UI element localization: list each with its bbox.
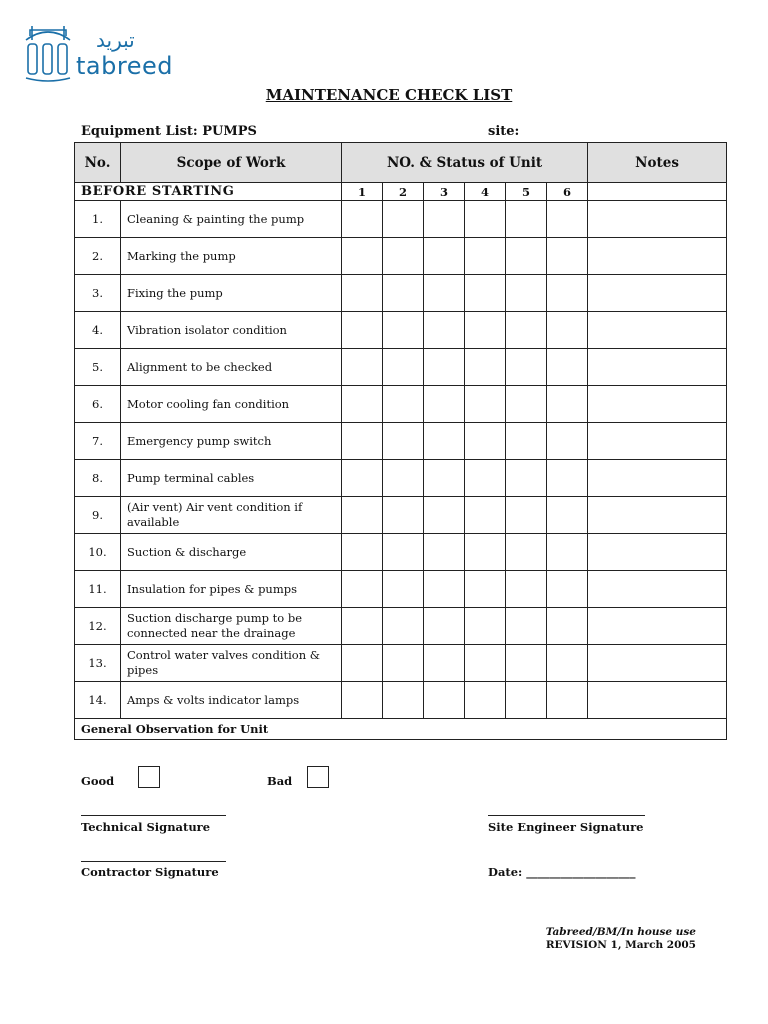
unit-status-cell[interactable] <box>547 682 588 719</box>
unit-status-cell[interactable] <box>547 608 588 645</box>
table-row <box>75 497 727 534</box>
notes-cell[interactable] <box>588 275 727 312</box>
bad-label: Bad <box>267 774 293 788</box>
row-number: 12. <box>75 608 121 645</box>
unit-status-cell[interactable] <box>424 682 465 719</box>
table-row <box>75 534 727 571</box>
table-row <box>75 460 727 497</box>
unit-status-cell[interactable] <box>342 645 383 682</box>
unit-status-cell[interactable] <box>506 608 547 645</box>
unit-status-cell[interactable] <box>465 386 506 423</box>
page-title: MAINTENANCE CHECK LIST <box>265 86 513 104</box>
notes-blank <box>588 183 727 201</box>
technical-signature-label: Technical Signature <box>81 820 211 834</box>
table-header-row <box>75 143 727 183</box>
unit-number: 3 <box>424 183 465 201</box>
unit-status-cell[interactable] <box>465 275 506 312</box>
row-number: 5. <box>75 349 121 386</box>
unit-number: 2 <box>383 183 424 201</box>
notes-cell[interactable] <box>588 497 727 534</box>
checklist-table <box>74 142 727 740</box>
unit-status-cell[interactable] <box>465 349 506 386</box>
site-engineer-signature-label: Site Engineer Signature <box>488 820 644 834</box>
table-row <box>75 312 727 349</box>
good-checkbox[interactable] <box>138 766 160 788</box>
row-scope: Control water valves condition & pipes <box>121 645 342 682</box>
unit-status-cell[interactable] <box>424 201 465 238</box>
row-scope: Fixing the pump <box>121 275 342 312</box>
unit-status-cell[interactable] <box>506 460 547 497</box>
section-row <box>75 183 727 201</box>
unit-status-cell[interactable] <box>547 312 588 349</box>
unit-number: 6 <box>547 183 588 201</box>
unit-status-cell[interactable] <box>383 201 424 238</box>
row-number: 1. <box>75 201 121 238</box>
contractor-signature-label: Contractor Signature <box>81 865 219 879</box>
unit-status-cell[interactable] <box>383 682 424 719</box>
notes-cell[interactable] <box>588 645 727 682</box>
contractor-signature-line <box>81 861 226 862</box>
table-row <box>75 571 727 608</box>
site-engineer-signature-line <box>488 815 645 816</box>
footer-reference: Tabreed/BM/In house use <box>545 926 696 938</box>
unit-status-cell[interactable] <box>424 534 465 571</box>
unit-status-cell[interactable] <box>506 201 547 238</box>
unit-status-cell[interactable] <box>424 608 465 645</box>
row-number: 3. <box>75 275 121 312</box>
unit-status-cell[interactable] <box>342 423 383 460</box>
unit-status-cell[interactable] <box>547 386 588 423</box>
unit-status-cell[interactable] <box>383 460 424 497</box>
unit-status-cell[interactable] <box>342 238 383 275</box>
unit-status-cell[interactable] <box>383 312 424 349</box>
header-scope: Scope of Work <box>121 143 342 183</box>
row-scope: (Air vent) Air vent condition if available <box>121 497 342 534</box>
unit-status-cell[interactable] <box>506 682 547 719</box>
row-scope: Motor cooling fan condition <box>121 386 342 423</box>
unit-status-cell[interactable] <box>506 497 547 534</box>
row-scope: Cleaning & painting the pump <box>121 201 342 238</box>
unit-status-cell[interactable] <box>424 571 465 608</box>
unit-status-cell[interactable] <box>506 534 547 571</box>
header-no: No. <box>75 143 121 183</box>
unit-status-cell[interactable] <box>547 497 588 534</box>
unit-number: 4 <box>465 183 506 201</box>
unit-status-cell[interactable] <box>547 534 588 571</box>
unit-status-cell[interactable] <box>506 275 547 312</box>
unit-status-cell[interactable] <box>342 460 383 497</box>
unit-status-cell[interactable] <box>465 645 506 682</box>
unit-status-cell[interactable] <box>547 571 588 608</box>
row-scope: Vibration isolator condition <box>121 312 342 349</box>
table-row <box>75 386 727 423</box>
row-number: 11. <box>75 571 121 608</box>
unit-status-cell[interactable] <box>383 275 424 312</box>
notes-cell[interactable] <box>588 682 727 719</box>
unit-status-cell[interactable] <box>465 608 506 645</box>
equipment-list-label: Equipment List: PUMPS <box>81 124 257 139</box>
building-logo-icon <box>22 22 74 82</box>
row-scope: Emergency pump switch <box>121 423 342 460</box>
good-label: Good <box>81 774 115 788</box>
row-scope: Insulation for pipes & pumps <box>121 571 342 608</box>
notes-cell[interactable] <box>588 608 727 645</box>
unit-status-cell[interactable] <box>424 645 465 682</box>
row-number: 2. <box>75 238 121 275</box>
unit-status-cell[interactable] <box>465 534 506 571</box>
unit-status-cell[interactable] <box>424 460 465 497</box>
row-number: 10. <box>75 534 121 571</box>
row-scope: Alignment to be checked <box>121 349 342 386</box>
unit-number: 1 <box>342 183 383 201</box>
unit-status-cell[interactable] <box>342 275 383 312</box>
unit-status-cell[interactable] <box>342 349 383 386</box>
header-status: NO. & Status of Unit <box>342 143 588 183</box>
unit-status-cell[interactable] <box>342 312 383 349</box>
unit-status-cell[interactable] <box>424 423 465 460</box>
notes-cell[interactable] <box>588 312 727 349</box>
notes-cell[interactable] <box>588 423 727 460</box>
row-scope: Suction discharge pump to be connected near the drainage <box>121 608 342 645</box>
unit-status-cell[interactable] <box>342 682 383 719</box>
date-label: Date: ___________________ <box>488 865 636 879</box>
table-row <box>75 201 727 238</box>
row-number: 14. <box>75 682 121 719</box>
notes-cell[interactable] <box>588 201 727 238</box>
unit-status-cell[interactable] <box>424 386 465 423</box>
row-scope: Pump terminal cables <box>121 460 342 497</box>
section-label: BEFORE STARTING <box>75 183 342 201</box>
row-number: 7. <box>75 423 121 460</box>
row-number: 13. <box>75 645 121 682</box>
unit-status-cell[interactable] <box>465 571 506 608</box>
unit-status-cell[interactable] <box>342 201 383 238</box>
unit-status-cell[interactable] <box>547 645 588 682</box>
unit-status-cell[interactable] <box>383 645 424 682</box>
unit-status-cell[interactable] <box>547 423 588 460</box>
tabreed-logo <box>22 22 192 84</box>
unit-status-cell[interactable] <box>506 423 547 460</box>
unit-status-cell[interactable] <box>342 386 383 423</box>
unit-status-cell[interactable] <box>383 386 424 423</box>
notes-cell[interactable] <box>588 571 727 608</box>
unit-status-cell[interactable] <box>506 312 547 349</box>
unit-status-cell[interactable] <box>383 349 424 386</box>
unit-status-cell[interactable] <box>506 386 547 423</box>
unit-status-cell[interactable] <box>383 423 424 460</box>
notes-cell[interactable] <box>588 534 727 571</box>
logo-arabic-text: تبريد <box>96 28 135 52</box>
table-row <box>75 423 727 460</box>
unit-status-cell[interactable] <box>506 645 547 682</box>
row-number: 8. <box>75 460 121 497</box>
unit-status-cell[interactable] <box>547 460 588 497</box>
notes-cell[interactable] <box>588 460 727 497</box>
row-number: 6. <box>75 386 121 423</box>
row-scope: Suction & discharge <box>121 534 342 571</box>
footer-revision: REVISION 1, March 2005 <box>545 939 696 951</box>
unit-status-cell[interactable] <box>342 497 383 534</box>
observation-row <box>75 719 727 740</box>
unit-number: 5 <box>506 183 547 201</box>
unit-status-cell[interactable] <box>465 682 506 719</box>
observation-label: General Observation for Unit <box>75 719 727 740</box>
unit-status-cell[interactable] <box>465 423 506 460</box>
notes-cell[interactable] <box>588 238 727 275</box>
unit-status-cell[interactable] <box>424 275 465 312</box>
header-notes: Notes <box>588 143 727 183</box>
unit-status-cell[interactable] <box>342 608 383 645</box>
unit-status-cell[interactable] <box>424 238 465 275</box>
unit-status-cell[interactable] <box>383 534 424 571</box>
unit-status-cell[interactable] <box>424 497 465 534</box>
unit-status-cell[interactable] <box>465 460 506 497</box>
table-row <box>75 682 727 719</box>
unit-status-cell[interactable] <box>506 571 547 608</box>
unit-status-cell[interactable] <box>547 238 588 275</box>
row-number: 9. <box>75 497 121 534</box>
table-row <box>75 275 727 312</box>
unit-status-cell[interactable] <box>547 275 588 312</box>
table-row <box>75 645 727 682</box>
unit-status-cell[interactable] <box>383 238 424 275</box>
unit-status-cell[interactable] <box>465 201 506 238</box>
logo-brand-text: tabreed <box>76 52 173 80</box>
unit-status-cell[interactable] <box>465 497 506 534</box>
unit-status-cell[interactable] <box>547 349 588 386</box>
unit-status-cell[interactable] <box>506 238 547 275</box>
notes-cell[interactable] <box>588 386 727 423</box>
notes-cell[interactable] <box>588 349 727 386</box>
unit-status-cell[interactable] <box>383 497 424 534</box>
unit-status-cell[interactable] <box>383 608 424 645</box>
unit-status-cell[interactable] <box>547 201 588 238</box>
unit-status-cell[interactable] <box>424 312 465 349</box>
unit-status-cell[interactable] <box>465 312 506 349</box>
table-row <box>75 238 727 275</box>
unit-status-cell[interactable] <box>342 534 383 571</box>
site-label: site: <box>488 124 520 139</box>
unit-status-cell[interactable] <box>506 349 547 386</box>
technical-signature-line <box>81 815 226 816</box>
unit-status-cell[interactable] <box>383 571 424 608</box>
table-row <box>75 608 727 645</box>
row-scope: Marking the pump <box>121 238 342 275</box>
unit-status-cell[interactable] <box>342 571 383 608</box>
row-scope: Amps & volts indicator lamps <box>121 682 342 719</box>
table-row <box>75 349 727 386</box>
row-number: 4. <box>75 312 121 349</box>
bad-checkbox[interactable] <box>307 766 329 788</box>
unit-status-cell[interactable] <box>424 349 465 386</box>
unit-status-cell[interactable] <box>465 238 506 275</box>
